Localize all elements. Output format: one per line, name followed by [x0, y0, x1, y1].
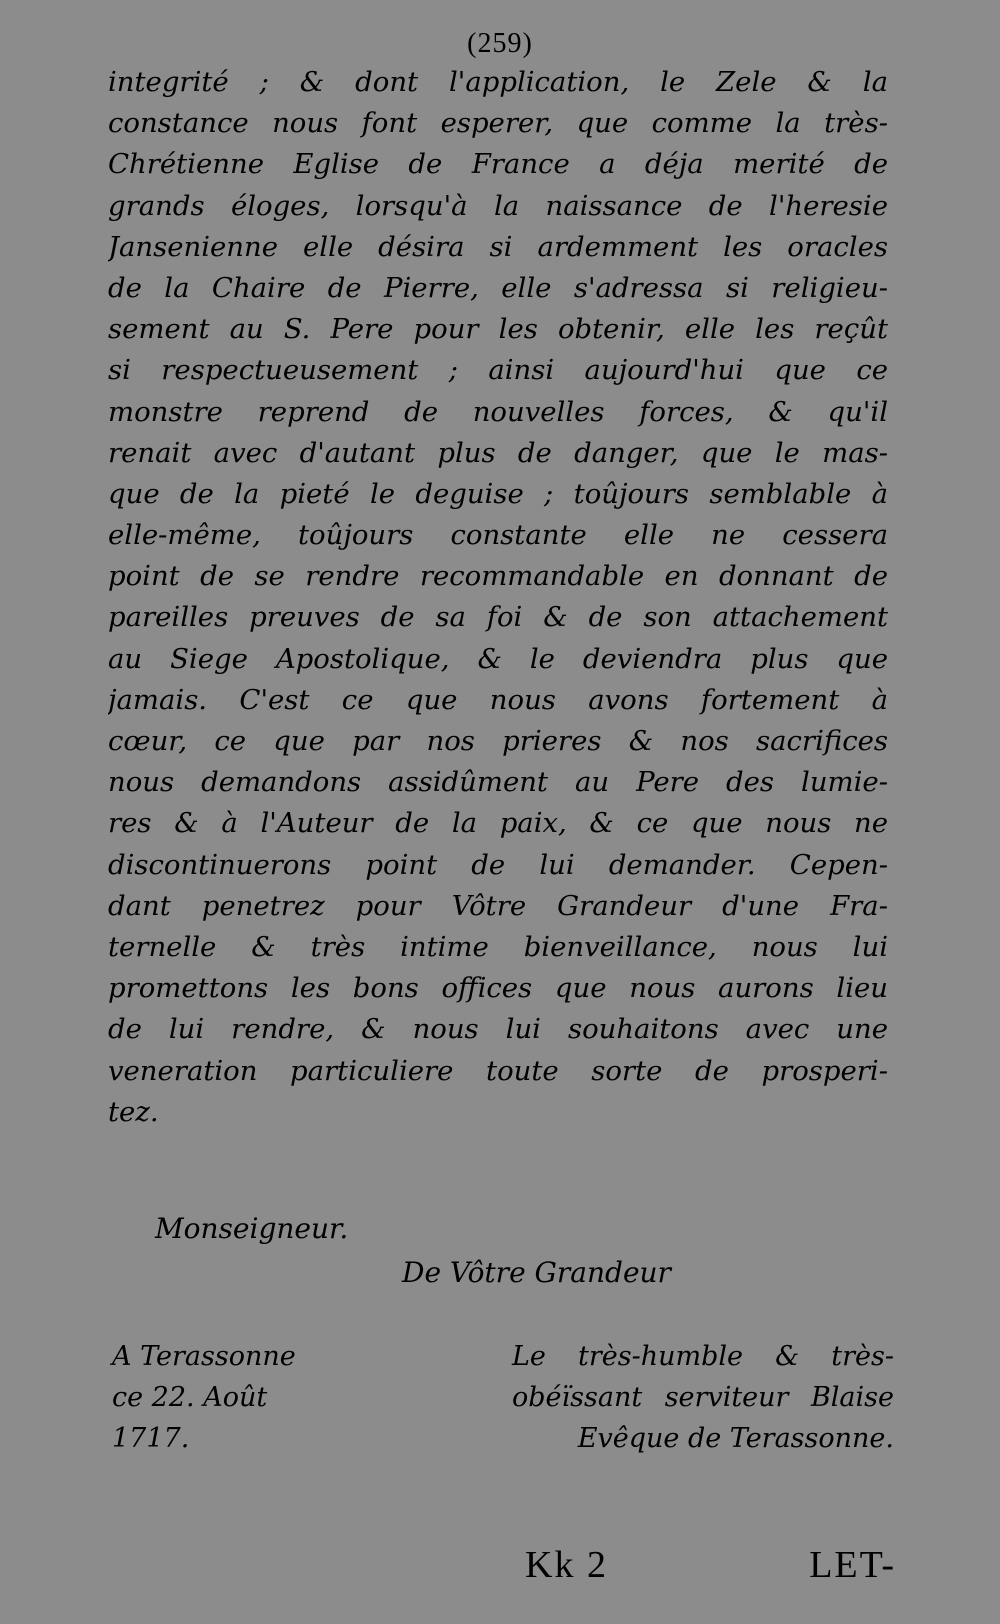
body-line: monstre reprend de nouvelles forces, & qu'il	[108, 395, 888, 428]
signature-line: Evêque de Terassonne.	[577, 1423, 894, 1454]
body-line: cœur, ce que par nos prieres & nos sacrifices	[108, 725, 888, 757]
place-line: A Terassonne	[112, 1341, 296, 1372]
body-line: si respectueusement ; ainsi aujourd'hui que ce	[108, 354, 888, 387]
body-line: grands éloges, lorsqu'à la naissance de l'heresie	[108, 189, 888, 222]
closing-formula: De Vôtre Grandeur	[402, 1256, 671, 1289]
body-line: discontinuerons point de lui demander. Cepen-	[108, 848, 888, 881]
body-line: au Siege Apostolique, & le deviendra plus que	[108, 642, 888, 675]
body-line: veneration particuliere toute sorte de prosperi-	[108, 1054, 888, 1087]
signature-mark: Kk 2	[525, 1544, 608, 1586]
body-line: constance nous font esperer, que comme la très-	[108, 107, 888, 140]
letter-body	[108, 62, 888, 1133]
body-line: Jansenienne elle désira si ardemment les oracles	[108, 230, 888, 263]
catchword: LET-	[809, 1544, 896, 1586]
place-and-date	[112, 1336, 296, 1459]
body-line: nous demandons assidûment au Pere des lumie-	[108, 766, 888, 799]
body-line: renait avec d'autant plus de danger, que le mas-	[108, 436, 888, 469]
signature-line: obéïssant serviteur Blaise	[512, 1382, 894, 1413]
body-line: de lui rendre, & nous lui souhaitons avec une	[108, 1013, 888, 1046]
body-line: integrité ; & dont l'application, le Zele & la	[108, 66, 888, 98]
body-line: elle-même, toûjours constante elle ne cessera	[108, 519, 888, 552]
page-number: (259)	[467, 28, 533, 59]
body-line: res & à l'Auteur de la paix, & ce que nous ne	[108, 807, 888, 840]
body-line: tez.	[108, 1095, 159, 1128]
body-line: sement au S. Pere pour les obtenir, elle les reçût	[108, 313, 888, 346]
body-line: Chrétienne Eglise de France a déja merité de	[108, 148, 888, 181]
signature-line: Le très-humble & très-	[512, 1341, 894, 1372]
date-line: ce 22. Août	[112, 1382, 268, 1413]
year-line: 1717.	[112, 1423, 190, 1454]
body-line: dant penetrez pour Vôtre Grandeur d'une Fra-	[108, 889, 888, 922]
body-line: point de se rendre recommandable en donnant de	[108, 560, 888, 593]
body-line: jamais. C'est ce que nous avons fortement à	[108, 683, 888, 716]
body-line: de la Chaire de Pierre, elle s'adressa si religieu-	[108, 271, 888, 304]
salutation: Monseigneur.	[155, 1212, 349, 1245]
body-line: promettons les bons offices que nous aurons lieu	[108, 972, 888, 1005]
signature-block	[512, 1336, 894, 1459]
body-line: ternelle & très intime bienveillance, nous lui	[108, 930, 888, 963]
body-line: pareilles preuves de sa foi & de son attachement	[108, 601, 888, 634]
body-line: que de la pieté le deguise ; toûjours semblable à	[108, 477, 888, 510]
